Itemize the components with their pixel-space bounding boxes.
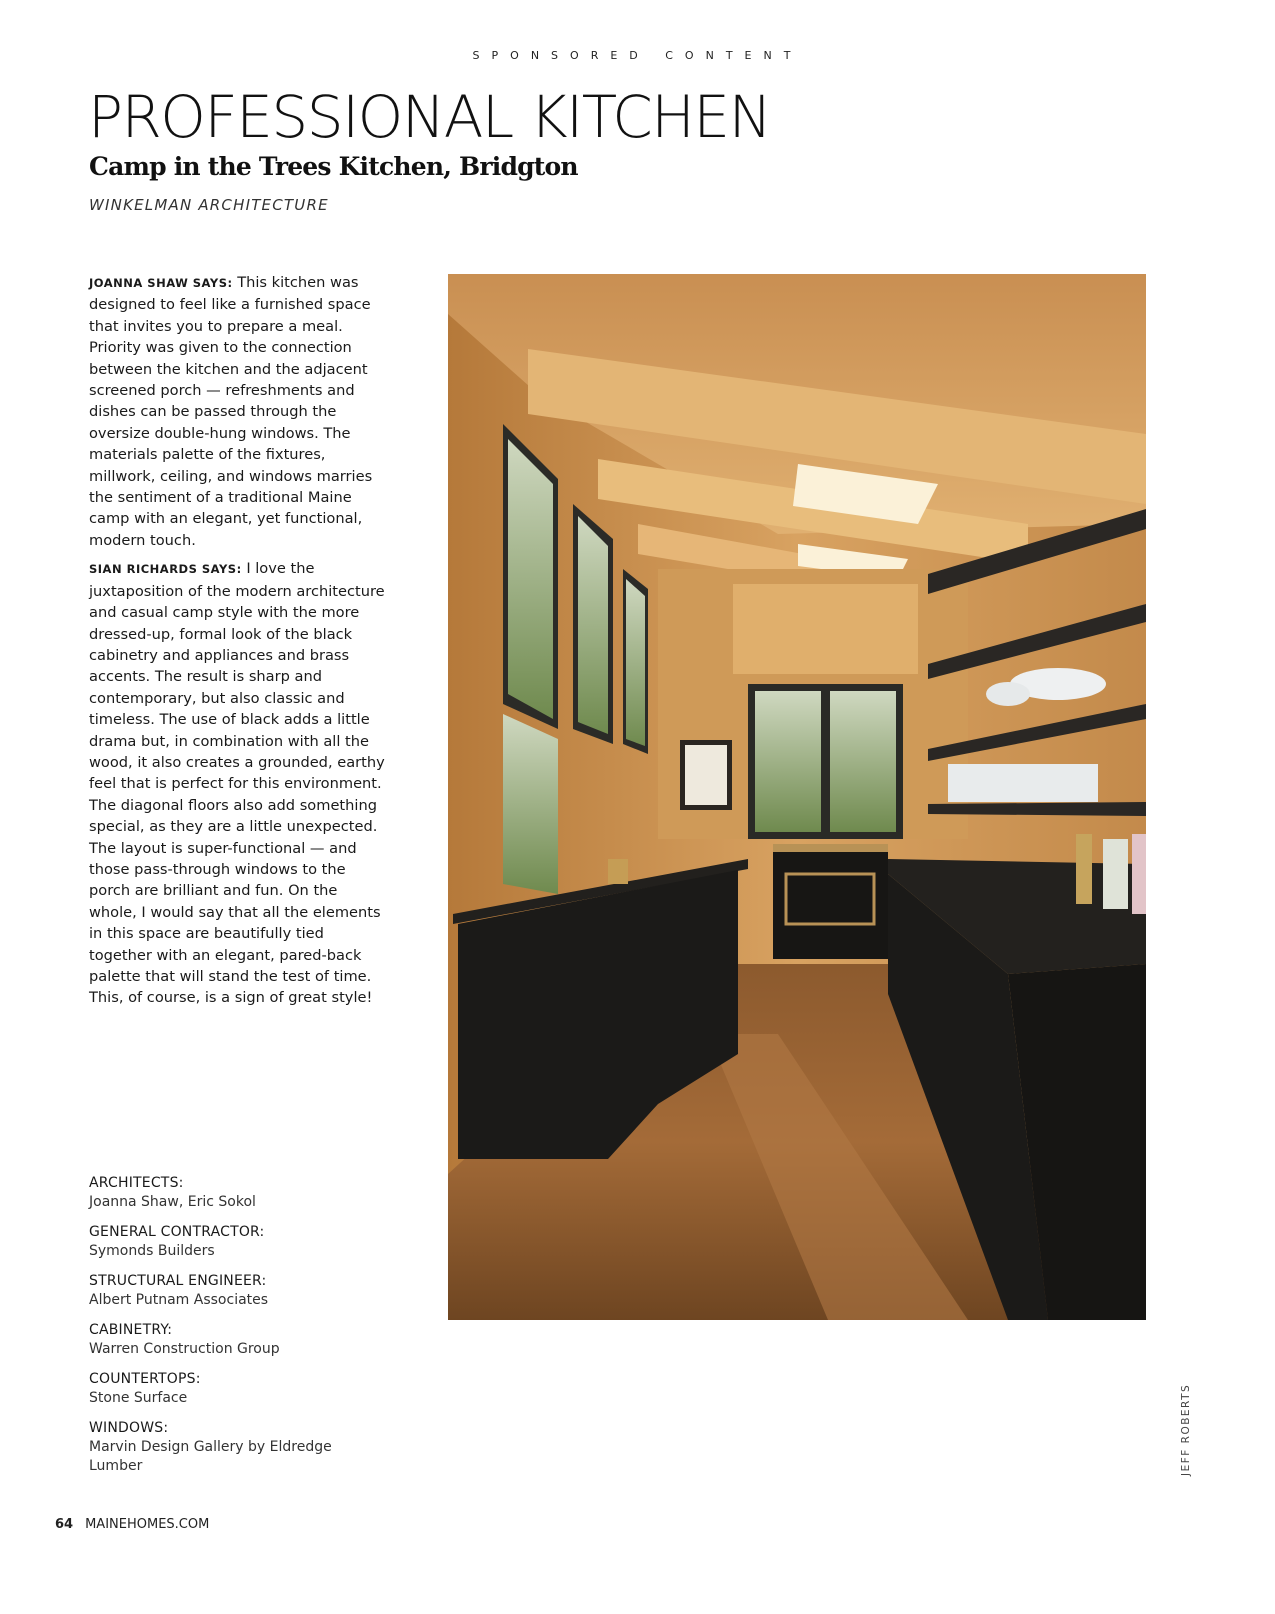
paragraph-text: I love the juxtaposition of the modern architecture and casual camp style with the more dressed-up, formal look of the black cabinetry and appliances and brass accents. The result is sharp and contemporary, but also classic and timeless. The use of black adds a little drama but, in combination with all the wood, it also creates a grounded, earthy feel that is perfect for this environment. The diagonal floors also add something special, as they are a little unexpected. The layout is super-functional — and those pass-through windows to the porch are brilliant and fun. On the whole, I would say that all the elements in this space are beautifully tied together with an elegant, pared-back palette that will stand the test of time. This, of course, is a sign of great style! — [89, 560, 385, 1007]
paragraph-joanna — [89, 272, 387, 551]
credit-role: STRUCTURAL ENGINEER: — [89, 1273, 267, 1289]
credit-role: GENERAL CONTRACTOR: — [89, 1224, 265, 1240]
credit-name: Albert Putnam Associates — [89, 1292, 269, 1308]
speaker-label: JOANNA SHAW SAYS: — [89, 276, 233, 290]
credit-role: WINDOWS: — [89, 1420, 169, 1436]
kitchen-photo — [448, 274, 1146, 1320]
photo-credit: JEFF ROBERTS — [1180, 1383, 1192, 1476]
credit-countertops — [89, 1370, 349, 1408]
page-number: 64 — [55, 1517, 74, 1532]
credit-name: Stone Surface — [89, 1390, 188, 1406]
credit-role: CABINETRY: — [89, 1322, 173, 1338]
credit-role: ARCHITECTS: — [89, 1175, 184, 1191]
site-url[interactable]: MAINEHOMES.COM — [85, 1517, 210, 1532]
page-title: PROFESSIONAL KITCHEN — [88, 83, 771, 151]
article-body — [89, 272, 387, 1016]
credit-role: COUNTERTOPS: — [89, 1371, 201, 1387]
credit-name: Warren Construction Group — [89, 1341, 280, 1357]
credit-contractor — [89, 1223, 349, 1261]
credit-cabinetry — [89, 1321, 349, 1359]
project-credits — [89, 1174, 349, 1487]
section-kicker: SPONSORED CONTENT — [472, 49, 803, 62]
credit-name: Symonds Builders — [89, 1243, 215, 1259]
paragraph-sian — [89, 558, 387, 1009]
credit-windows — [89, 1419, 349, 1476]
firm-name: WINKELMAN ARCHITECTURE — [89, 196, 329, 214]
credit-engineer — [89, 1272, 349, 1310]
credit-name: Marvin Design Gallery by Eldredge Lumber — [89, 1439, 332, 1474]
page-footer — [55, 1517, 209, 1532]
credit-architects — [89, 1174, 349, 1212]
project-subtitle: Camp in the Trees Kitchen, Bridgton — [89, 152, 578, 181]
paragraph-text: This kitchen was designed to feel like a furnished space that invites you to prepare a meal. Priority was given to the connection between the kitchen and the adjacent screened porch — refreshments and dishes can be passed through the oversize double-hung windows. The materials palette of the fixtures, millwork, ceiling, and windows marries the sentiment of a traditional Maine camp with an elegant, yet functional, modern touch. — [89, 274, 373, 549]
credit-name: Joanna Shaw, Eric Sokol — [89, 1194, 256, 1210]
speaker-label: SIAN RICHARDS SAYS: — [89, 562, 242, 577]
